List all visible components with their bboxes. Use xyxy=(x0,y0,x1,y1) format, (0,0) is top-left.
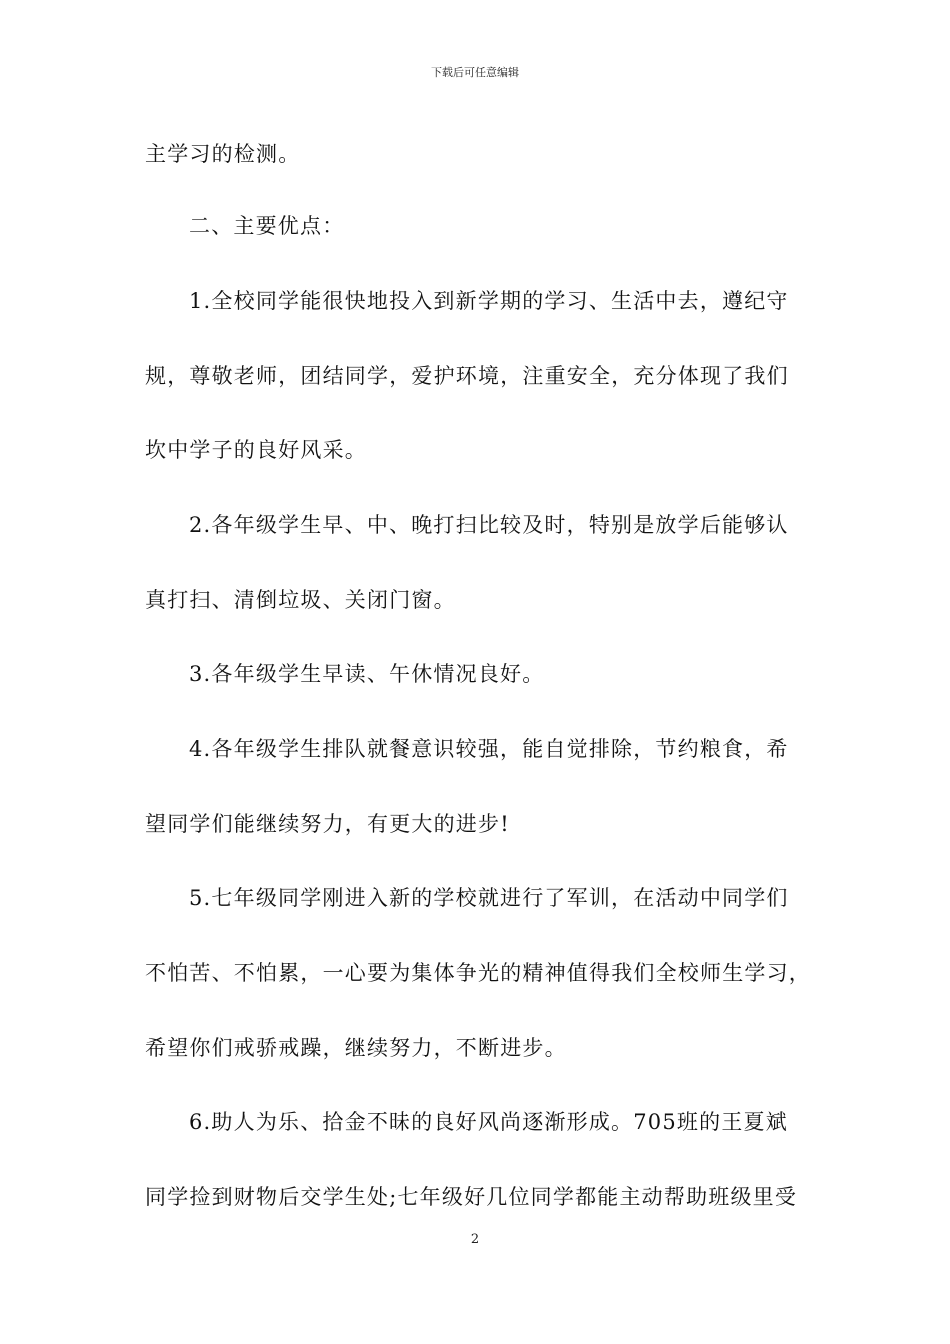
text-line: 6.助人为乐、拾金不昧的良好风尚逐渐形成。705班的王夏斌 xyxy=(189,1110,788,1134)
text-line: 望同学们能继续努力，有更大的进步! xyxy=(145,812,510,836)
text-line: 不怕苦、不怕累，一心要为集体争光的精神值得我们全校师生学习， xyxy=(145,961,811,985)
text-line: 2.各年级学生早、中、晚打扫比较及时，特别是放学后能够认 xyxy=(189,513,789,537)
text-line: 真打扫、清倒垃圾、关闭门窗。 xyxy=(145,588,456,612)
page-header: 下载后可任意编辑 xyxy=(431,66,519,79)
text-line: 5.七年级同学刚进入新的学校就进行了军训，在活动中同学们 xyxy=(189,886,789,910)
page-number: 2 xyxy=(470,1232,480,1247)
text-line: 同学捡到财物后交学生处;七年级好几位同学都能主动帮助班级里受 xyxy=(145,1185,798,1209)
text-line: 4.各年级学生排队就餐意识较强，能自觉排除，节约粮食，希 xyxy=(189,737,789,761)
text-line: 规，尊敬老师，团结同学，爱护环境，注重安全，充分体现了我们 xyxy=(145,364,789,388)
text-line: 3.各年级学生早读、午休情况良好。 xyxy=(189,662,545,686)
text-line: 希望你们戒骄戒躁，继续努力，不断进步。 xyxy=(145,1036,567,1060)
text-line: 主学习的检测。 xyxy=(145,142,301,166)
text-line: 1.全校同学能很快地投入到新学期的学习、生活中去，遵纪守 xyxy=(189,289,789,313)
text-line: 坎中学子的良好风采。 xyxy=(145,438,367,462)
text-line: 二、主要优点： xyxy=(189,214,345,238)
